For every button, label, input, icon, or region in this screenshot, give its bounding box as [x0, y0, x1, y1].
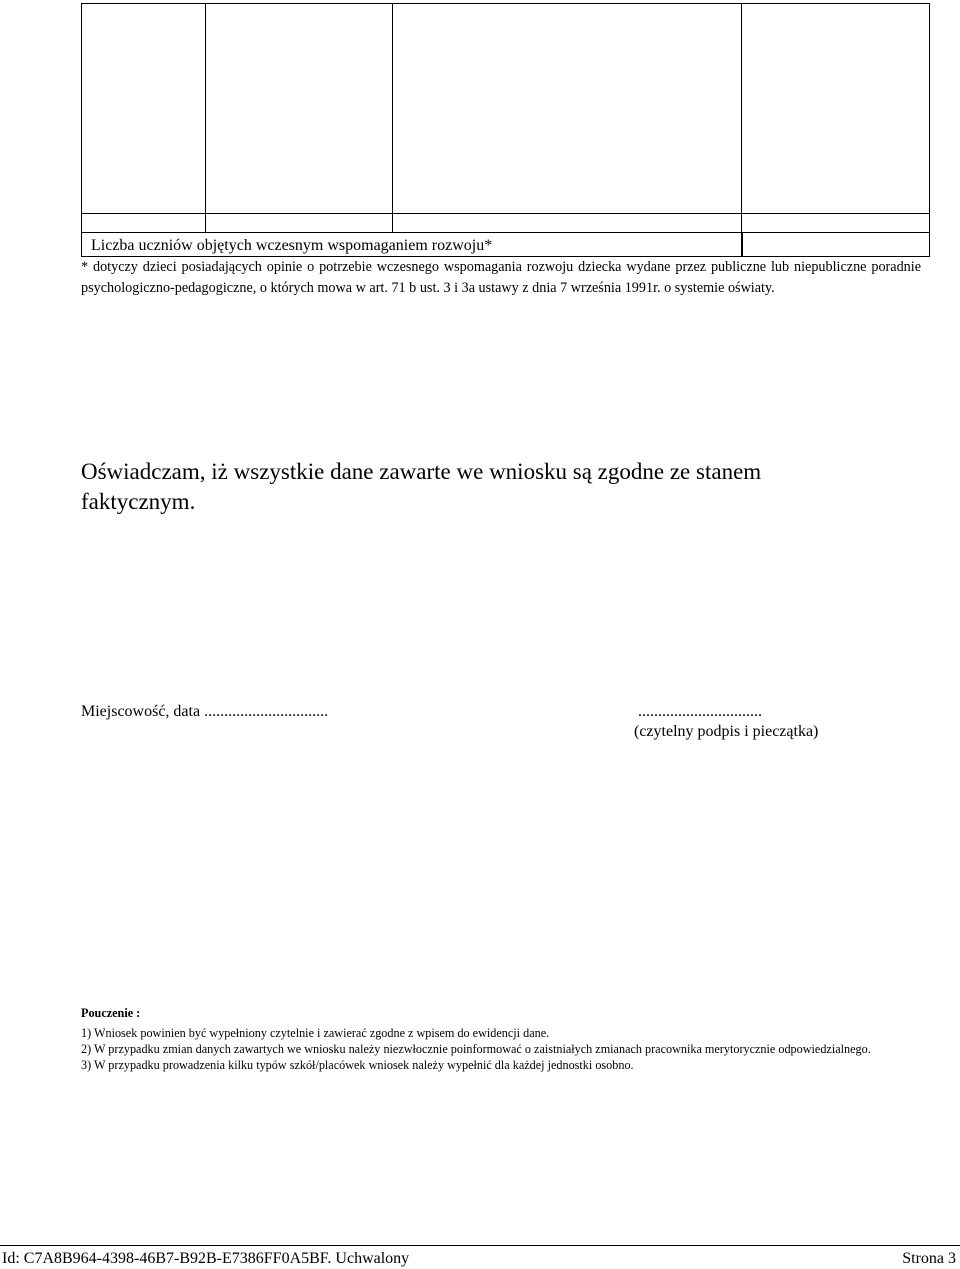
- page-number: Strona 3: [902, 1250, 956, 1267]
- instructions-title: Pouczenie :: [81, 1006, 141, 1020]
- document-id: Id: C7A8B964-4398-46B7-B92B-E7386FF0A5BF. Uchwalony: [2, 1250, 410, 1267]
- table-value-cell: [741, 232, 930, 257]
- footer-rule: [0, 1245, 960, 1246]
- instruction-item: 2) W przypadku zmian danych zawartych we wniosku należy niezwłocznie poinformować o zaistniałych zmianach pracownika merytorycznie odpowiedzialnego.: [81, 1042, 871, 1056]
- signature-line: ...............................: [638, 703, 762, 720]
- table-cell: [741, 213, 930, 233]
- declaration-statement: Oświadczam, iż wszystkie dane zawarte we wniosku są zgodne ze stanem faktycznym.: [81, 459, 762, 514]
- footnote: * dotyczy dzieci posiadających opinie o potrzebie wczesnego wspomagania rozwoju dziecka wydane przez publiczne lub niepubliczne poradnie psychologiczno-pedagogiczne, o których mowa w art. 71 b ust. 3 i 3a ustawy z dnia 7 września 1991r. o systemie oświaty.: [81, 259, 921, 296]
- table-cell: [81, 3, 206, 214]
- table-cell: [205, 213, 393, 233]
- table-cell: [741, 3, 930, 214]
- instructions: [81, 1005, 921, 1073]
- place-date-field: Miejscowość, data ...............................: [81, 703, 329, 720]
- table-cell: [205, 3, 393, 214]
- table-row-label: Liczba uczniów objętych wczesnym wspomaganiem rozwoju*: [91, 237, 493, 254]
- signature-caption: (czytelny podpis i pieczątka): [634, 723, 819, 740]
- table-cell: [81, 213, 206, 233]
- instruction-item: 1) Wniosek powinien być wypełniony czytelnie i zawierać zgodne z wpisem do ewidencji dane.: [81, 1026, 550, 1040]
- table-label-cell: [81, 232, 743, 257]
- table-cell: [392, 213, 742, 233]
- table-cell: [392, 3, 742, 214]
- instruction-item: 3) W przypadku prowadzenia kilku typów szkół/placówek wniosek należy wypełnić dla każdej jednostki osobno.: [81, 1058, 634, 1072]
